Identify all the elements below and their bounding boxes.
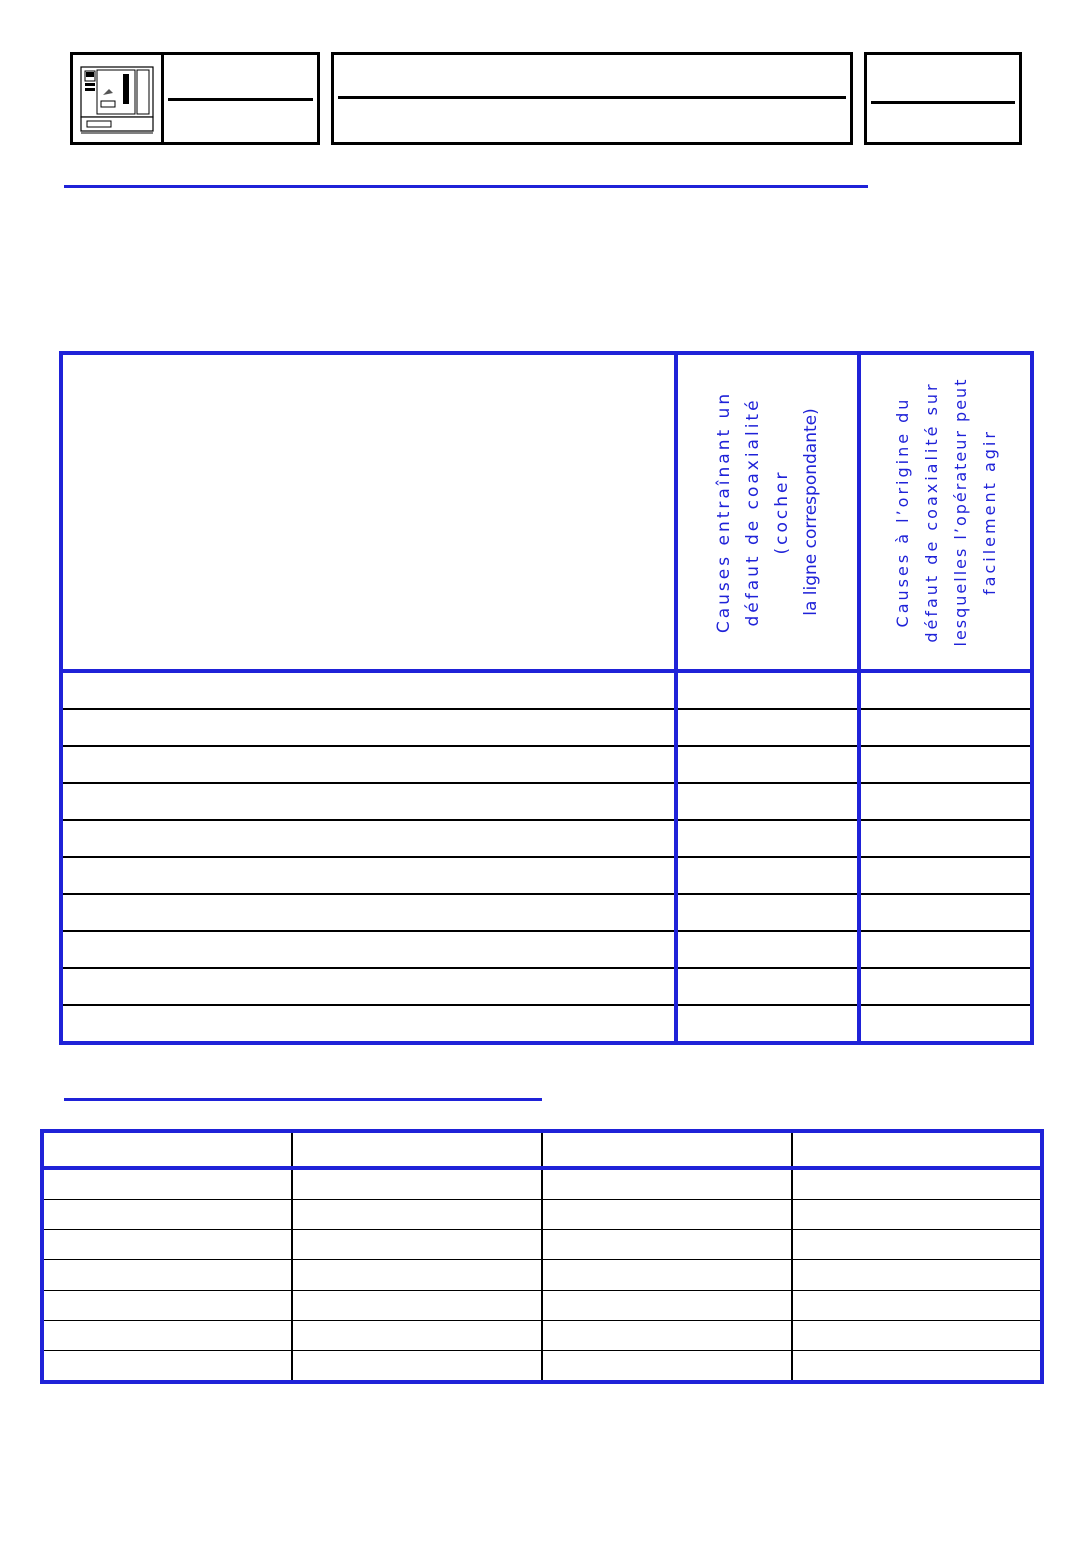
bottom-cell[interactable] [542, 1168, 792, 1200]
section-title-rule [64, 185, 868, 188]
bottom-header-cell [42, 1131, 292, 1168]
bottom-cell[interactable] [792, 1350, 1042, 1382]
bottom-cell[interactable] [542, 1260, 792, 1290]
table-row [42, 1260, 1042, 1290]
bottom-header-cell [792, 1131, 1042, 1168]
cause-cell[interactable] [61, 931, 676, 968]
check-cell[interactable] [676, 746, 859, 783]
header-right-box [864, 52, 1022, 145]
cause-cell[interactable] [61, 820, 676, 857]
bottom-cell[interactable] [42, 1200, 292, 1230]
header-right-divider [871, 101, 1015, 104]
col3-header-line-3: lesquelles l’opérateur peut [950, 377, 970, 647]
bottom-table [40, 1129, 1044, 1384]
bottom-cell[interactable] [792, 1168, 1042, 1200]
table-row [42, 1168, 1042, 1200]
cause-cell[interactable] [61, 671, 676, 709]
table-row [61, 931, 1032, 968]
table-row [42, 1350, 1042, 1382]
col3-header-line-2: défaut de coaxialité sur [921, 381, 941, 643]
cause-cell[interactable] [61, 709, 676, 746]
bottom-cell[interactable] [542, 1230, 792, 1260]
bottom-cell[interactable] [792, 1320, 1042, 1350]
operator-cell[interactable] [859, 709, 1032, 746]
cause-cell[interactable] [61, 857, 676, 894]
operator-cell[interactable] [859, 857, 1032, 894]
cause-cell[interactable] [61, 968, 676, 1005]
bottom-header-cell [292, 1131, 542, 1168]
check-cell[interactable] [676, 820, 859, 857]
bottom-cell[interactable] [42, 1350, 292, 1382]
bottom-cell[interactable] [542, 1350, 792, 1382]
table-row [42, 1320, 1042, 1350]
check-cell[interactable] [676, 671, 859, 709]
operator-cell[interactable] [859, 968, 1032, 1005]
cause-cell[interactable] [61, 783, 676, 820]
check-cell[interactable] [676, 894, 859, 931]
bottom-cell[interactable] [42, 1168, 292, 1200]
bottom-cell[interactable] [292, 1168, 542, 1200]
bottom-cell[interactable] [792, 1200, 1042, 1230]
check-cell[interactable] [676, 931, 859, 968]
header-logo-box [70, 52, 164, 145]
causes-table [59, 351, 1034, 1045]
causes-table-header-row [61, 353, 1032, 671]
operator-cell[interactable] [859, 1005, 1032, 1043]
header-left-divider [168, 98, 313, 101]
table-row [61, 820, 1032, 857]
operator-cell[interactable] [859, 931, 1032, 968]
bottom-cell[interactable] [42, 1230, 292, 1260]
table-row [61, 671, 1032, 709]
table-row [61, 894, 1032, 931]
bottom-cell[interactable] [292, 1260, 542, 1290]
table-row [61, 709, 1032, 746]
operator-cell[interactable] [859, 894, 1032, 931]
operator-cell[interactable] [859, 783, 1032, 820]
cause-cell[interactable] [61, 1005, 676, 1043]
bottom-cell[interactable] [292, 1350, 542, 1382]
col2-header-line-2: défaut de coaxialité (cocher [742, 397, 792, 627]
table-row [42, 1200, 1042, 1230]
operator-cell[interactable] [859, 671, 1032, 709]
bottom-cell[interactable] [42, 1290, 292, 1320]
col2-header-line-3: la ligne correspondante) [800, 408, 821, 616]
cause-cell[interactable] [61, 894, 676, 931]
bottom-cell[interactable] [42, 1260, 292, 1290]
operator-cell[interactable] [859, 820, 1032, 857]
col2-header-line-1: Causes entraînant un [713, 390, 734, 634]
bottom-cell[interactable] [792, 1230, 1042, 1260]
bottom-cell[interactable] [292, 1290, 542, 1320]
bottom-cell[interactable] [542, 1320, 792, 1350]
table-row [42, 1290, 1042, 1320]
bottom-cell[interactable] [792, 1260, 1042, 1290]
col3-header-line-1: Causes à l’origine du [892, 396, 912, 628]
table-row [61, 857, 1032, 894]
operator-actionable-causes-header-cell [859, 353, 1032, 671]
table-row [61, 1005, 1032, 1043]
table-row [42, 1230, 1042, 1260]
check-cell[interactable] [676, 857, 859, 894]
second-section-title-rule [64, 1098, 542, 1101]
bottom-table-header-row [42, 1131, 1042, 1168]
bottom-cell[interactable] [292, 1320, 542, 1350]
bottom-cell[interactable] [292, 1230, 542, 1260]
bottom-cell[interactable] [42, 1320, 292, 1350]
bottom-cell[interactable] [542, 1290, 792, 1320]
cnc-lathe-machine-icon [73, 55, 161, 142]
check-cell[interactable] [676, 709, 859, 746]
bottom-cell[interactable] [542, 1200, 792, 1230]
cause-cell[interactable] [61, 746, 676, 783]
header-title-box [331, 52, 853, 145]
check-cell[interactable] [676, 783, 859, 820]
check-cell[interactable] [676, 968, 859, 1005]
check-cell[interactable] [676, 1005, 859, 1043]
header-title-divider [338, 96, 846, 99]
operator-causes-header-text [888, 352, 1004, 672]
operator-cell[interactable] [859, 746, 1032, 783]
table-row [61, 746, 1032, 783]
table-row [61, 783, 1032, 820]
cause-description-header-cell [61, 353, 676, 671]
coaxiality-causes-header-cell [676, 353, 859, 671]
bottom-cell[interactable] [292, 1200, 542, 1230]
bottom-cell[interactable] [792, 1290, 1042, 1320]
header-left-box [161, 52, 320, 145]
bottom-header-cell [542, 1131, 792, 1168]
coaxiality-causes-header-text [710, 362, 826, 662]
table-row [61, 968, 1032, 1005]
col3-header-line-4: facilement agir [979, 429, 999, 595]
